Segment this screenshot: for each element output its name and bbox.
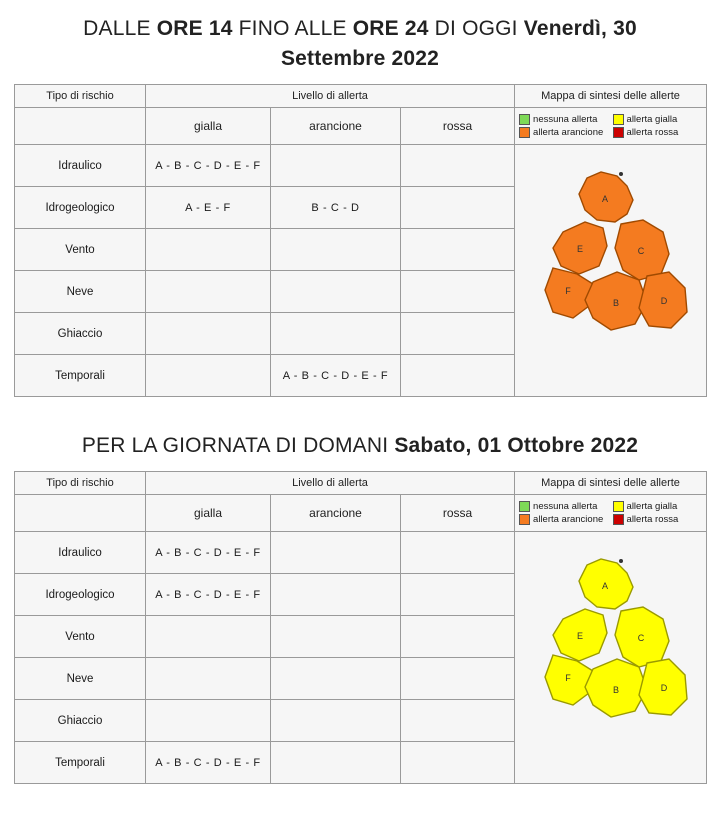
- legend-swatch-green-icon: [519, 114, 530, 125]
- cell-idraulico-gialla: A - B - C - D - E - F: [146, 145, 271, 187]
- cell-ghiaccio-gialla: [146, 313, 271, 355]
- level-arancione: arancione: [271, 108, 401, 145]
- cell-vento-gialla: [146, 616, 271, 658]
- legend-item-arancione: [519, 127, 609, 138]
- cell-neve-rossa: [401, 271, 515, 313]
- risk-vento: Vento: [15, 616, 146, 658]
- svg-text:A: A: [601, 580, 608, 591]
- legend-item-arancione: [519, 514, 609, 525]
- legend-item-nessuna: [519, 501, 609, 512]
- title-part-plain-1: DALLE: [83, 17, 157, 40]
- table-row: [15, 532, 707, 574]
- cell-idraulico-rossa: [401, 532, 515, 574]
- svg-text:D: D: [660, 295, 667, 306]
- risk-temporali: Temporali: [15, 355, 146, 397]
- legend-label-nessuna: nessuna allerta: [533, 501, 598, 512]
- legend-swatch-green-icon: [519, 501, 530, 512]
- umbria-map-today-icon: [523, 162, 699, 380]
- cell-idrogeologico-rossa: [401, 574, 515, 616]
- cell-idrogeologico-gialla: A - E - F: [146, 187, 271, 229]
- legend-item-gialla: [613, 114, 703, 125]
- level-rossa: rossa: [401, 495, 515, 532]
- cell-vento-rossa: [401, 229, 515, 271]
- cell-idraulico-gialla: A - B - C - D - E - F: [146, 532, 271, 574]
- cell-neve-gialla: [146, 271, 271, 313]
- legend-item-rossa: [613, 514, 703, 525]
- cell-temporali-gialla: A - B - C - D - E - F: [146, 742, 271, 784]
- cell-ghiaccio-gialla: [146, 700, 271, 742]
- cell-ghiaccio-arancione: [271, 313, 401, 355]
- table-header-row: [15, 472, 707, 495]
- cell-temporali-gialla: [146, 355, 271, 397]
- cell-idrogeologico-rossa: [401, 187, 515, 229]
- cell-temporali-arancione: A - B - C - D - E - F: [271, 355, 401, 397]
- svg-text:B: B: [612, 297, 619, 308]
- cell-temporali-rossa: [401, 355, 515, 397]
- legend-swatch-red-icon: [613, 514, 624, 525]
- title-part-bold-1: ORE 14: [156, 17, 233, 40]
- legend-label-rossa: allerta rossa: [626, 514, 679, 525]
- svg-text:D: D: [660, 682, 667, 693]
- subheader-empty: [15, 108, 146, 145]
- legend-label-nessuna: nessuna allerta: [533, 114, 598, 125]
- legend-label-arancione: allerta arancione: [533, 514, 604, 525]
- cell-ghiaccio-rossa: [401, 313, 515, 355]
- cell-ghiaccio-rossa: [401, 700, 515, 742]
- table-subheader-row: [15, 495, 707, 532]
- legend-swatch-red-icon: [613, 127, 624, 138]
- svg-text:B: B: [612, 684, 619, 695]
- level-gialla: gialla: [146, 108, 271, 145]
- legend-item-rossa: [613, 127, 703, 138]
- legend-label-gialla: allerta gialla: [626, 501, 678, 512]
- cell-idrogeologico-arancione: B - C - D: [271, 187, 401, 229]
- legend-item-nessuna: [519, 114, 609, 125]
- legend-swatch-orange-icon: [519, 127, 530, 138]
- risk-ghiaccio: Ghiaccio: [15, 700, 146, 742]
- section-today-title: [14, 0, 706, 84]
- header-map-title: Mappa di sintesi delle allerte: [515, 472, 707, 495]
- alert-map-tomorrow: [515, 532, 707, 784]
- svg-text:C: C: [637, 632, 644, 643]
- level-gialla: gialla: [146, 495, 271, 532]
- title-part-bold-2: ORE 24: [352, 17, 429, 40]
- cell-vento-rossa: [401, 616, 515, 658]
- risk-idrogeologico: Idrogeologico: [15, 187, 146, 229]
- svg-text:E: E: [576, 630, 583, 641]
- table-header-row: [15, 85, 707, 108]
- legend-swatch-yellow-icon: [613, 501, 624, 512]
- level-rossa: rossa: [401, 108, 515, 145]
- cell-vento-arancione: [271, 616, 401, 658]
- cell-neve-rossa: [401, 658, 515, 700]
- header-risk-type: Tipo di rischio: [15, 472, 146, 495]
- svg-text:F: F: [564, 672, 571, 683]
- svg-text:C: C: [637, 245, 644, 256]
- risk-neve: Neve: [15, 658, 146, 700]
- section-today: [14, 0, 706, 397]
- alert-table-tomorrow: [14, 471, 707, 784]
- header-alert-level: Livello di allerta: [146, 472, 515, 495]
- alert-table-today: [14, 84, 707, 397]
- title-part-plain-3: DI OGGI: [428, 17, 524, 40]
- risk-vento: Vento: [15, 229, 146, 271]
- cell-vento-gialla: [146, 229, 271, 271]
- svg-text:E: E: [576, 243, 583, 254]
- level-arancione: arancione: [271, 495, 401, 532]
- cell-neve-arancione: [271, 271, 401, 313]
- svg-text:F: F: [564, 285, 571, 296]
- section-tomorrow: [14, 413, 706, 784]
- cell-temporali-arancione: [271, 742, 401, 784]
- alert-map-today: [515, 145, 707, 397]
- map-marker-icon: [619, 559, 623, 563]
- legend-label-arancione: allerta arancione: [533, 127, 604, 138]
- header-alert-level: Livello di allerta: [146, 85, 515, 108]
- svg-text:A: A: [601, 193, 608, 204]
- table-row: [15, 145, 707, 187]
- title-part-plain-2: FINO ALLE: [232, 17, 353, 40]
- cell-idraulico-rossa: [401, 145, 515, 187]
- cell-idrogeologico-gialla: A - B - C - D - E - F: [146, 574, 271, 616]
- legend-label-rossa: allerta rossa: [626, 127, 679, 138]
- map-marker-icon: [619, 172, 623, 176]
- title-part-plain-1: PER LA GIORNATA DI DOMANI: [81, 434, 395, 457]
- risk-neve: Neve: [15, 271, 146, 313]
- section-spacer: [14, 397, 706, 413]
- legend-swatch-orange-icon: [519, 514, 530, 525]
- umbria-map-tomorrow-icon: [523, 549, 699, 767]
- cell-temporali-rossa: [401, 742, 515, 784]
- cell-ghiaccio-arancione: [271, 700, 401, 742]
- section-tomorrow-title: [14, 413, 706, 471]
- risk-idraulico: Idraulico: [15, 145, 146, 187]
- title-part-bold-3: Venerdì, 30 Settembre 2022: [280, 17, 637, 70]
- cell-idrogeologico-arancione: [271, 574, 401, 616]
- subheader-empty: [15, 495, 146, 532]
- risk-temporali: Temporali: [15, 742, 146, 784]
- cell-neve-arancione: [271, 658, 401, 700]
- header-risk-type: Tipo di rischio: [15, 85, 146, 108]
- table-subheader-row: [15, 108, 707, 145]
- risk-idrogeologico: Idrogeologico: [15, 574, 146, 616]
- legend-tomorrow: [515, 495, 707, 532]
- cell-vento-arancione: [271, 229, 401, 271]
- header-map-title: Mappa di sintesi delle allerte: [515, 85, 707, 108]
- cell-idraulico-arancione: [271, 532, 401, 574]
- legend-swatch-yellow-icon: [613, 114, 624, 125]
- title-part-bold-1: Sabato, 01 Ottobre 2022: [394, 434, 639, 457]
- legend-label-gialla: allerta gialla: [626, 114, 678, 125]
- risk-idraulico: Idraulico: [15, 532, 146, 574]
- cell-idraulico-arancione: [271, 145, 401, 187]
- legend-today: [515, 108, 707, 145]
- risk-ghiaccio: Ghiaccio: [15, 313, 146, 355]
- legend-item-gialla: [613, 501, 703, 512]
- cell-neve-gialla: [146, 658, 271, 700]
